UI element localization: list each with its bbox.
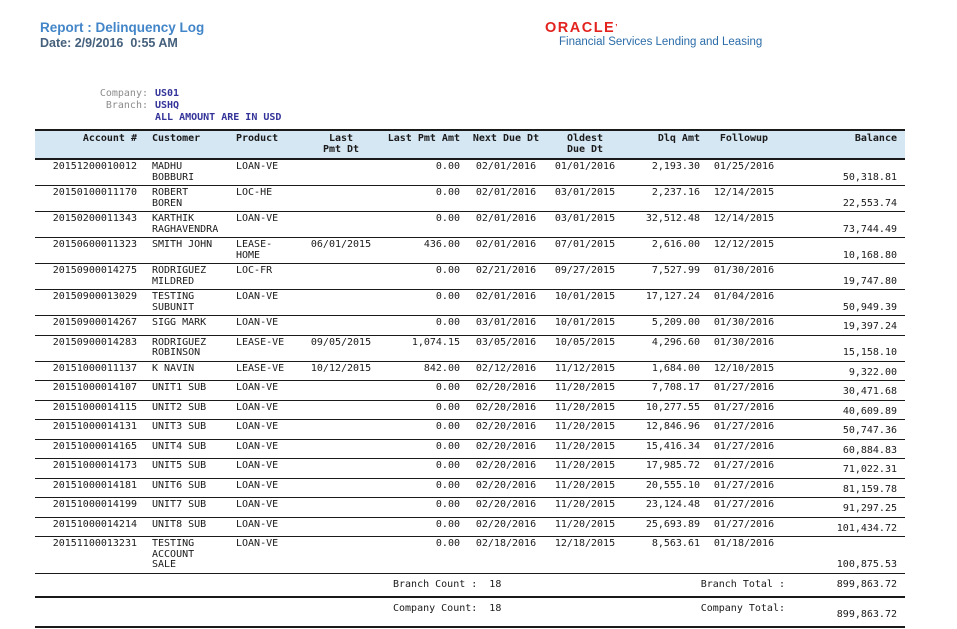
cell-last-pmt-amt: 0.00 (379, 498, 465, 518)
cell-account: 20151200010012 (35, 159, 147, 186)
cell-customer: UNIT2 SUB (147, 400, 231, 420)
cell-product: LOAN-VE (231, 498, 303, 518)
col-header-account: Account # (35, 130, 147, 159)
cell-last-pmt-dt (303, 264, 379, 290)
cell-dlq-amt: 7,527.99 (623, 264, 703, 290)
cell-dlq-amt: 8,563.61 (623, 537, 703, 574)
cell-account: 20150900013029 (35, 290, 147, 316)
cell-balance: 50,747.36 (785, 420, 905, 440)
cell-account: 20150900014275 (35, 264, 147, 290)
cell-product: LOAN-VE (231, 381, 303, 401)
cell-next-due-dt: 02/12/2016 (465, 361, 547, 381)
cell-customer: RODRIGUEZ MILDRED (147, 264, 231, 290)
cell-account: 20151000014214 (35, 517, 147, 537)
cell-last-pmt-amt: 0.00 (379, 316, 465, 336)
cell-last-pmt-dt (303, 420, 379, 440)
cell-customer: K NAVIN (147, 361, 231, 381)
cell-dlq-amt: 25,693.89 (623, 517, 703, 537)
cell-product: LEASE-VE (231, 335, 303, 361)
currency-note: ALL AMOUNT ARE IN USD (155, 112, 282, 123)
oracle-logo-text: ORACLE (545, 20, 616, 36)
cell-followup: 01/27/2016 (703, 478, 785, 498)
cell-last-pmt-dt (303, 478, 379, 498)
company-count-value: 18 (489, 602, 502, 614)
branch-count-label: Branch Count : (393, 578, 478, 590)
cell-product: LOAN-VE (231, 212, 303, 238)
cell-oldest-due-dt: 03/01/2015 (547, 212, 623, 238)
table-row (35, 459, 905, 479)
delinquency-table (35, 129, 905, 574)
cell-followup: 01/27/2016 (703, 420, 785, 440)
cell-balance: 50,318.81 (785, 159, 905, 186)
cell-balance: 101,434.72 (785, 517, 905, 537)
branch-count-value: 18 (489, 578, 502, 590)
cell-dlq-amt: 2,616.00 (623, 238, 703, 264)
cell-balance: 22,553.74 (785, 186, 905, 212)
table-row (35, 212, 905, 238)
company-count (393, 603, 701, 614)
cell-last-pmt-dt (303, 400, 379, 420)
cell-last-pmt-amt: 0.00 (379, 478, 465, 498)
cell-product: LOAN-VE (231, 478, 303, 498)
cell-customer: TESTING ACCOUNT SALE (147, 537, 231, 574)
cell-dlq-amt: 17,127.24 (623, 290, 703, 316)
table-row (35, 381, 905, 401)
cell-balance: 30,471.68 (785, 381, 905, 401)
cell-dlq-amt: 2,237.16 (623, 186, 703, 212)
cell-balance: 100,875.53 (785, 537, 905, 574)
cell-next-due-dt: 03/01/2016 (465, 316, 547, 336)
cell-last-pmt-dt (303, 439, 379, 459)
cell-customer: TESTING SUBUNIT (147, 290, 231, 316)
cell-account: 20151000014115 (35, 400, 147, 420)
cell-next-due-dt: 02/20/2016 (465, 420, 547, 440)
col-header-customer: Customer (147, 130, 231, 159)
cell-balance: 19,747.80 (785, 264, 905, 290)
col-header-last-pmt-amt: Last Pmt Amt (379, 130, 465, 159)
col-header-last-pmt-dt: Last Pmt Dt (303, 130, 379, 159)
cell-customer: UNIT1 SUB (147, 381, 231, 401)
cell-oldest-due-dt: 12/18/2015 (547, 537, 623, 574)
cell-followup: 01/30/2016 (703, 316, 785, 336)
cell-oldest-due-dt: 11/20/2015 (547, 420, 623, 440)
cell-account: 20151100013231 (35, 537, 147, 574)
cell-balance: 19,397.24 (785, 316, 905, 336)
cell-followup: 01/04/2016 (703, 290, 785, 316)
cell-followup: 12/12/2015 (703, 238, 785, 264)
cell-dlq-amt: 15,416.34 (623, 439, 703, 459)
cell-last-pmt-amt: 0.00 (379, 459, 465, 479)
cell-account: 20151000014173 (35, 459, 147, 479)
cell-followup: 01/18/2016 (703, 537, 785, 574)
company-totals-row (35, 598, 905, 628)
table-row (35, 186, 905, 212)
table-row (35, 316, 905, 336)
cell-oldest-due-dt: 11/20/2015 (547, 478, 623, 498)
cell-product: LOAN-VE (231, 316, 303, 336)
cell-next-due-dt: 02/20/2016 (465, 498, 547, 518)
cell-product: LOAN-VE (231, 420, 303, 440)
cell-last-pmt-amt: 436.00 (379, 238, 465, 264)
cell-last-pmt-dt: 06/01/2015 (303, 238, 379, 264)
cell-next-due-dt: 02/01/2016 (465, 290, 547, 316)
cell-oldest-due-dt: 01/01/2016 (547, 159, 623, 186)
cell-dlq-amt: 4,296.60 (623, 335, 703, 361)
company-total-value: 899,863.72 (836, 608, 897, 620)
cell-customer: UNIT8 SUB (147, 517, 231, 537)
cell-customer: UNIT6 SUB (147, 478, 231, 498)
cell-customer: UNIT4 SUB (147, 439, 231, 459)
cell-followup: 01/27/2016 (703, 439, 785, 459)
cell-balance: 50,949.39 (785, 290, 905, 316)
branch-total-value: 899,863.72 (836, 578, 897, 590)
company-total-label: Company Total: (700, 602, 785, 614)
cell-balance: 71,022.31 (785, 459, 905, 479)
cell-next-due-dt: 03/05/2016 (465, 335, 547, 361)
cell-last-pmt-dt (303, 212, 379, 238)
cell-product: LOC-HE (231, 186, 303, 212)
cell-oldest-due-dt: 10/01/2015 (547, 316, 623, 336)
cell-customer: SIGG MARK (147, 316, 231, 336)
cell-customer: RODRIGUEZ ROBINSON (147, 335, 231, 361)
report-meta (35, 88, 281, 124)
cell-last-pmt-amt: 0.00 (379, 439, 465, 459)
cell-last-pmt-dt: 09/05/2015 (303, 335, 379, 361)
cell-balance: 9,322.00 (785, 361, 905, 381)
col-header-next-due-dt: Next Due Dt (465, 130, 547, 159)
cell-dlq-amt: 2,193.30 (623, 159, 703, 186)
table-row (35, 264, 905, 290)
cell-product: LOAN-VE (231, 459, 303, 479)
cell-last-pmt-amt: 1,074.15 (379, 335, 465, 361)
cell-followup: 01/27/2016 (703, 381, 785, 401)
cell-last-pmt-dt (303, 537, 379, 574)
cell-account: 20150200011343 (35, 212, 147, 238)
cell-followup: 01/30/2016 (703, 335, 785, 361)
cell-next-due-dt: 02/20/2016 (465, 400, 547, 420)
branch-label: Branch: (105, 100, 148, 111)
cell-oldest-due-dt: 09/27/2015 (547, 264, 623, 290)
cell-next-due-dt: 02/18/2016 (465, 537, 547, 574)
cell-account: 20151000014131 (35, 420, 147, 440)
report-date: Date: 2/9/2016 0:55 AM (40, 36, 178, 50)
cell-account: 20150100011170 (35, 186, 147, 212)
cell-followup: 12/14/2015 (703, 186, 785, 212)
cell-last-pmt-dt (303, 381, 379, 401)
cell-dlq-amt: 23,124.48 (623, 498, 703, 518)
branch-value: USHQ (155, 100, 180, 111)
cell-last-pmt-amt: 0.00 (379, 537, 465, 574)
cell-followup: 12/14/2015 (703, 212, 785, 238)
cell-last-pmt-amt: 0.00 (379, 290, 465, 316)
cell-followup: 01/25/2016 (703, 159, 785, 186)
table-row (35, 159, 905, 186)
table-row (35, 478, 905, 498)
cell-last-pmt-dt (303, 290, 379, 316)
cell-oldest-due-dt: 11/12/2015 (547, 361, 623, 381)
cell-balance: 40,609.89 (785, 400, 905, 420)
cell-last-pmt-amt: 0.00 (379, 186, 465, 212)
table-row (35, 439, 905, 459)
report-title: Report : Delinquency Log (40, 20, 205, 35)
cell-dlq-amt: 32,512.48 (623, 212, 703, 238)
cell-customer: UNIT3 SUB (147, 420, 231, 440)
cell-next-due-dt: 02/20/2016 (465, 381, 547, 401)
cell-last-pmt-dt (303, 517, 379, 537)
company-label: Company: (99, 88, 148, 99)
cell-customer: MADHU BOBBURI (147, 159, 231, 186)
cell-last-pmt-dt: 10/12/2015 (303, 361, 379, 381)
cell-oldest-due-dt: 11/20/2015 (547, 459, 623, 479)
cell-last-pmt-dt (303, 316, 379, 336)
cell-next-due-dt: 02/01/2016 (465, 186, 547, 212)
cell-customer: SMITH JOHN (147, 238, 231, 264)
cell-account: 20151000014165 (35, 439, 147, 459)
col-header-followup: Followup (703, 130, 785, 159)
cell-dlq-amt: 7,708.17 (623, 381, 703, 401)
cell-product: LOAN-VE (231, 400, 303, 420)
cell-account: 20150600011323 (35, 238, 147, 264)
cell-last-pmt-amt: 0.00 (379, 212, 465, 238)
cell-product: LEASE-HOME (231, 238, 303, 264)
cell-customer: UNIT5 SUB (147, 459, 231, 479)
company-value: US01 (155, 88, 180, 99)
cell-next-due-dt: 02/21/2016 (465, 264, 547, 290)
cell-last-pmt-amt: 0.00 (379, 517, 465, 537)
cell-followup: 01/27/2016 (703, 498, 785, 518)
branch-count (393, 579, 701, 590)
col-header-oldest-due-dt: Oldest Due Dt (547, 130, 623, 159)
cell-balance: 91,297.25 (785, 498, 905, 518)
cell-account: 20150900014267 (35, 316, 147, 336)
table-row (35, 290, 905, 316)
cell-account: 20151000014199 (35, 498, 147, 518)
table-row (35, 238, 905, 264)
cell-oldest-due-dt: 07/01/2015 (547, 238, 623, 264)
branch-total-label: Branch Total : (700, 578, 785, 590)
cell-followup: 01/27/2016 (703, 517, 785, 537)
cell-next-due-dt: 02/01/2016 (465, 238, 547, 264)
cell-dlq-amt: 1,684.00 (623, 361, 703, 381)
cell-dlq-amt: 20,555.10 (623, 478, 703, 498)
cell-product: LEASE-VE (231, 361, 303, 381)
currency-note-spacer (35, 112, 148, 124)
cell-oldest-due-dt: 10/01/2015 (547, 290, 623, 316)
cell-oldest-due-dt: 11/20/2015 (547, 517, 623, 537)
company-count-label: Company Count: (393, 602, 478, 614)
cell-account: 20151000011137 (35, 361, 147, 381)
col-header-balance: Balance (785, 130, 905, 159)
cell-product: LOAN-VE (231, 537, 303, 574)
cell-dlq-amt: 10,277.55 (623, 400, 703, 420)
cell-balance: 60,884.83 (785, 439, 905, 459)
cell-last-pmt-amt: 0.00 (379, 264, 465, 290)
cell-last-pmt-amt: 842.00 (379, 361, 465, 381)
cell-balance: 10,168.80 (785, 238, 905, 264)
cell-account: 20151000014181 (35, 478, 147, 498)
cell-next-due-dt: 02/20/2016 (465, 517, 547, 537)
report-header (40, 20, 204, 51)
cell-last-pmt-dt (303, 459, 379, 479)
cell-last-pmt-dt (303, 159, 379, 186)
cell-product: LOAN-VE (231, 290, 303, 316)
table-row (35, 420, 905, 440)
cell-balance: 73,744.49 (785, 212, 905, 238)
cell-next-due-dt: 02/20/2016 (465, 459, 547, 479)
cell-followup: 12/10/2015 (703, 361, 785, 381)
cell-customer: UNIT7 SUB (147, 498, 231, 518)
cell-last-pmt-amt: 0.00 (379, 420, 465, 440)
cell-next-due-dt: 02/20/2016 (465, 439, 547, 459)
table-row (35, 498, 905, 518)
cell-oldest-due-dt: 11/20/2015 (547, 400, 623, 420)
cell-last-pmt-amt: 0.00 (379, 400, 465, 420)
cell-followup: 01/30/2016 (703, 264, 785, 290)
report-body (35, 129, 905, 628)
table-row (35, 537, 905, 574)
oracle-logo (545, 21, 762, 35)
cell-oldest-due-dt: 11/20/2015 (547, 381, 623, 401)
cell-oldest-due-dt: 03/01/2015 (547, 186, 623, 212)
brand-block (545, 21, 762, 49)
cell-next-due-dt: 02/20/2016 (465, 478, 547, 498)
cell-last-pmt-dt (303, 186, 379, 212)
brand-tagline: Financial Services Lending and Leasing (559, 36, 763, 48)
cell-dlq-amt: 12,846.96 (623, 420, 703, 440)
cell-oldest-due-dt: 11/20/2015 (547, 439, 623, 459)
cell-product: LOAN-VE (231, 159, 303, 186)
registered-mark-icon: ’ (615, 23, 618, 32)
cell-customer: KARTHIK RAGHAVENDRA (147, 212, 231, 238)
cell-last-pmt-amt: 0.00 (379, 381, 465, 401)
col-header-product: Product (231, 130, 303, 159)
cell-balance: 15,158.10 (785, 335, 905, 361)
table-header (35, 130, 905, 159)
cell-next-due-dt: 02/01/2016 (465, 159, 547, 186)
cell-last-pmt-dt (303, 498, 379, 518)
cell-oldest-due-dt: 10/05/2015 (547, 335, 623, 361)
cell-account: 20150900014283 (35, 335, 147, 361)
table-row (35, 517, 905, 537)
cell-account: 20151000014107 (35, 381, 147, 401)
cell-next-due-dt: 02/01/2016 (465, 212, 547, 238)
branch-totals-row (35, 574, 905, 598)
cell-followup: 01/27/2016 (703, 459, 785, 479)
table-body (35, 159, 905, 573)
cell-dlq-amt: 17,985.72 (623, 459, 703, 479)
cell-customer: ROBERT BOREN (147, 186, 231, 212)
cell-followup: 01/27/2016 (703, 400, 785, 420)
table-row (35, 400, 905, 420)
col-header-dlq-amt: Dlq Amt (623, 130, 703, 159)
cell-last-pmt-amt: 0.00 (379, 159, 465, 186)
cell-dlq-amt: 5,209.00 (623, 316, 703, 336)
cell-product: LOAN-VE (231, 517, 303, 537)
cell-oldest-due-dt: 11/20/2015 (547, 498, 623, 518)
table-row (35, 361, 905, 381)
cell-product: LOC-FR (231, 264, 303, 290)
cell-balance: 81,159.78 (785, 478, 905, 498)
cell-product: LOAN-VE (231, 439, 303, 459)
table-row (35, 335, 905, 361)
